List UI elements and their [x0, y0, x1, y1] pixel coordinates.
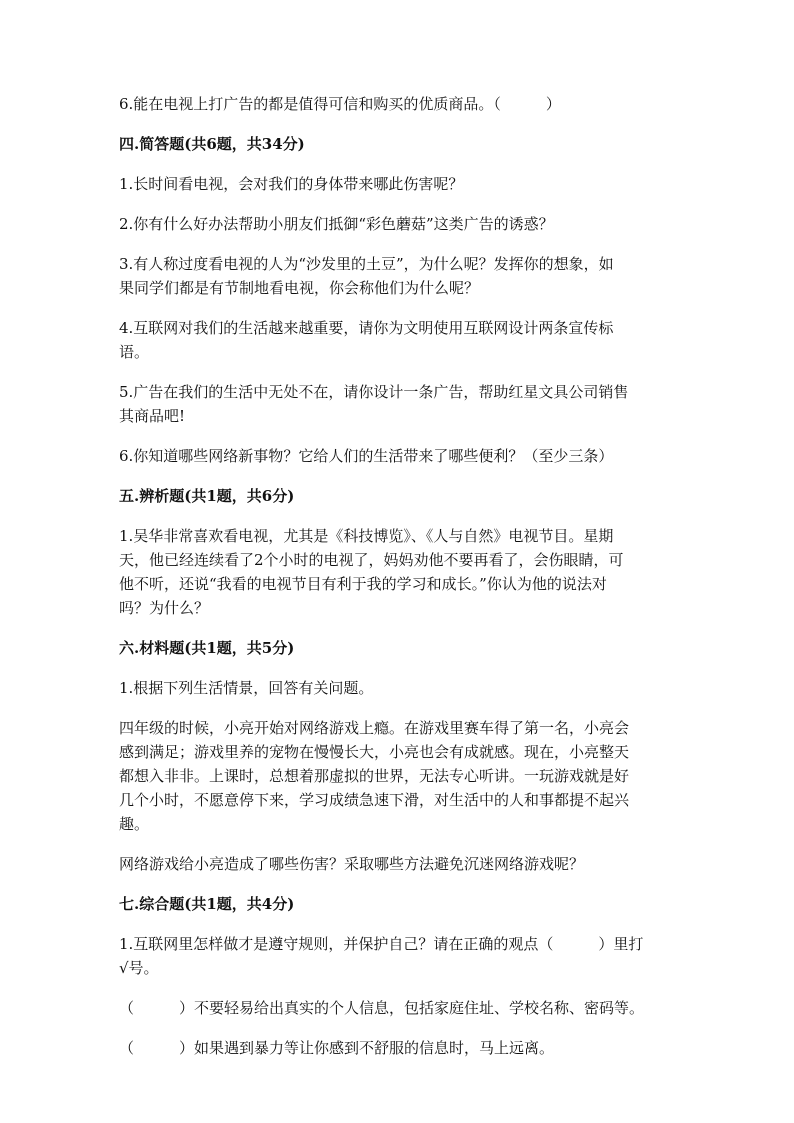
short-answer-item-4 — [119, 316, 679, 364]
comprehensive-option-1: （ ）不要轻易给出真实的个人信息，包括家庭住址、学校名称、密码等。 — [119, 999, 645, 1017]
text-line: 果同学们都是有节制地看电视，你会称他们为什么呢？ — [119, 279, 480, 297]
short-answer-item-2: 2.你有什么好办法帮助小朋友们抵御“彩色蘑菇”这类广告的诱惑？ — [119, 215, 554, 233]
text-line: 3.有人称过度看电视的人为“沙发里的土豆”，为什么呢？发挥你的想象，如 — [119, 255, 614, 273]
section-heading-6: 六.材料题(共1题，共5分) — [119, 639, 295, 657]
short-answer-item-3 — [119, 252, 679, 300]
text-line: 感到满足；游戏里养的宠物在慢慢长大，小亮也会有成就感。现在，小亮整天 — [119, 743, 630, 761]
material-question: 网络游戏给小亮造成了哪些伤害？采取哪些方法避免沉迷网络游戏呢？ — [119, 855, 585, 873]
text-line: 1.互联网里怎样做才是遵守规则，并保护自己？请在正确的观点（ ）里打 — [119, 935, 644, 953]
text-line: 他不听，还说“我看的电视节目有利于我的学习和成长。”你认为他的说法对 — [119, 575, 607, 593]
section-heading-5: 五.辨析题(共1题，共6分) — [119, 487, 295, 505]
text-line: 4.互联网对我们的生活越来越重要，请你为文明使用互联网设计两条宣传标 — [119, 319, 614, 337]
comprehensive-item-1 — [119, 932, 679, 980]
section-heading-4: 四.简答题(共6题，共34分) — [119, 135, 305, 153]
text-line: 天，他已经连续看了2个小时的电视了，妈妈劝他不要再看了，会伤眼睛，可 — [119, 551, 624, 569]
comprehensive-option-2: （ ）如果遇到暴力等让你感到不舒服的信息时，马上远离。 — [119, 1039, 555, 1057]
short-answer-item-1: 1.长时间看电视，会对我们的身体带来哪此伤害呢？ — [119, 175, 464, 193]
text-line: 趣。 — [119, 815, 150, 833]
analysis-item-1 — [119, 524, 679, 620]
text-line: 四年级的时候，小亮开始对网络游戏上瘾。在游戏里赛车得了第一名，小亮会 — [119, 719, 630, 737]
text-line: 其商品吧! — [119, 407, 186, 425]
short-answer-item-5 — [119, 380, 679, 428]
short-answer-item-6: 6.你知道哪些网络新事物？它给人们的生活带来了哪些便利？（至少三条） — [119, 447, 614, 465]
text-line: 都想入非非。上课时，总想着那虚拟的世界，无法专心听讲。一玩游戏就是好 — [119, 767, 630, 785]
text-line: 几个小时，不愿意停下来，学习成绩急速下滑，对生活中的人和事都提不起兴 — [119, 791, 630, 809]
text-line: 5.广告在我们的生活中无处不在，请你设计一条广告，帮助红星文具公司销售 — [119, 383, 629, 401]
text-line: 1.吴华非常喜欢看电视，尤其是《科技博览》、《人与自然》电视节目。星期 — [119, 527, 614, 545]
material-passage — [119, 716, 679, 836]
judge-item-6: 6.能在电视上打广告的都是值得可信和购买的优质商品。（ ） — [119, 95, 561, 113]
exam-content — [119, 92, 679, 1060]
section-heading-7: 七.综合题(共1题，共4分) — [119, 895, 295, 913]
text-line: 语。 — [119, 343, 150, 361]
text-line: √号。 — [119, 959, 159, 977]
material-item-1: 1.根据下列生活情景，回答有关问题。 — [119, 679, 374, 697]
text-line: 吗？为什么？ — [119, 599, 210, 617]
